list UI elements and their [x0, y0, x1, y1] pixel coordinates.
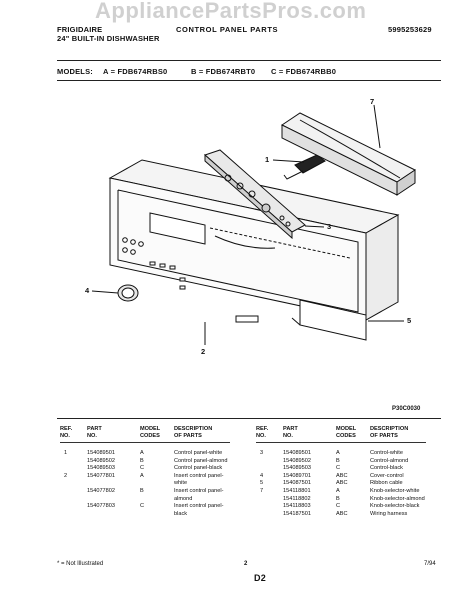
left-table-cell-desc: Insert control panel-: [174, 503, 224, 510]
left-table-cell-part: 154089502: [87, 457, 115, 464]
right-table-cell-desc: Control-black: [370, 465, 403, 472]
callout-5: 1: [265, 155, 270, 164]
cover-control-drawing: [282, 113, 415, 195]
watermark: AppliancePartsPros.com: [95, 0, 367, 23]
page-code: D2: [254, 573, 266, 583]
model-b: B = FDB674RBT0: [191, 67, 256, 76]
right-table-cell-code: ABC: [336, 510, 348, 517]
product-label: 24" BUILT-IN DISHWASHER: [57, 34, 160, 43]
left-table-cell-desc: almond: [174, 495, 193, 502]
model-a: A = FDB674RBS0: [103, 67, 168, 76]
doc-number: 5995253629: [388, 25, 432, 34]
right-table-header-codes: MODEL CODES: [336, 426, 357, 439]
right-table-cell-part: 154089503: [283, 465, 311, 472]
right-table-cell-desc: Wiring harness: [370, 510, 408, 517]
right-table-cell-part: 154089502: [283, 457, 311, 464]
right-table-cell-part: 154118801: [283, 488, 311, 494]
left-table-cell-code: A: [140, 472, 144, 479]
left-table-cell-code: C: [140, 465, 145, 472]
left-table-cell-desc: white: [174, 480, 188, 487]
right-table-cell-desc: Knob-selector-almond: [370, 495, 425, 502]
left-table-cell-code: B: [140, 488, 144, 494]
section-title: CONTROL PANEL PARTS: [176, 25, 279, 34]
left-table-header-underline: [60, 442, 230, 443]
right-table-cell-desc: Control-almond: [370, 457, 409, 464]
models-label: MODELS:: [57, 67, 93, 76]
left-table-cell-part: 154077801: [87, 472, 115, 479]
figure-code: P30C0030: [392, 406, 421, 412]
right-table-cell-part: 154118803: [283, 503, 311, 510]
right-table-cell-ref: 7: [260, 488, 264, 494]
leader-7: [92, 291, 118, 293]
right-table-cell-desc: Cover-control: [370, 472, 404, 479]
callout-2: 2: [201, 347, 206, 356]
left-table-cell-desc: Control panel-white: [174, 450, 223, 456]
left-table-cell-part: 154077802: [87, 488, 115, 494]
left-table-cell-desc: Control panel-black: [174, 465, 223, 472]
right-table-cell-desc: Ribbon cable: [370, 480, 403, 487]
right-table-cell-part: 154187501: [283, 510, 311, 517]
selector-knob-drawing: [118, 285, 138, 301]
left-table-cell-code: C: [140, 503, 145, 510]
left-table-header-part: PART NO.: [87, 426, 102, 439]
left-table-header-ref: REF. NO.: [60, 426, 73, 439]
left-table-cell-part: 154089501: [87, 450, 115, 456]
right-table-cell-code: C: [336, 465, 341, 472]
left-table-header-desc: DESCRIPTION OF PARTS: [174, 426, 213, 439]
right-table-cell-code: ABC: [336, 480, 348, 487]
left-table-header-codes: MODEL CODES: [140, 426, 161, 439]
callout-7: 4: [85, 286, 90, 295]
right-table-cell-ref: 5: [260, 480, 264, 487]
right-table-cell-part: 154087501: [283, 480, 311, 487]
right-table-header-desc: DESCRIPTION OF PARTS: [370, 426, 409, 439]
footnote: * = Not Illustrated: [57, 561, 104, 567]
callout-3: 3: [327, 222, 332, 231]
right-table-cell-desc: Knob-selector-white: [370, 488, 420, 494]
left-table-cell-desc: Insert control panel-: [174, 488, 224, 494]
left-table-cell-desc: black: [174, 510, 188, 517]
left-table-cell-part: 154089503: [87, 465, 115, 472]
right-table-cell-desc: Knob-selector-black: [370, 503, 420, 510]
right-table-cell-code: B: [336, 457, 340, 464]
left-table-cell-code: B: [140, 457, 144, 464]
right-table-cell-code: ABC: [336, 472, 348, 479]
left-table-cell-desc: Insert control panel-: [174, 472, 224, 479]
left-table-cell-ref: 2: [64, 472, 68, 479]
table-rule: [57, 418, 441, 419]
leader-4: [374, 105, 380, 148]
left-table-cell-code: A: [140, 450, 144, 456]
right-table-cell-code: A: [336, 488, 340, 494]
right-table-cell-ref: 3: [260, 450, 264, 456]
right-table-cell-ref: 4: [260, 472, 264, 479]
page-number: 2: [244, 561, 248, 567]
left-table-cell-desc: Control panel-almond: [174, 457, 228, 464]
right-table-cell-code: C: [336, 503, 341, 510]
date-label: 7/94: [424, 561, 436, 567]
right-table-header-part: PART NO.: [283, 426, 298, 439]
callout-1: 5: [407, 316, 412, 325]
ribbon-cable-drawing: [284, 155, 325, 179]
right-table-cell-part: 154118802: [283, 495, 311, 502]
right-table-cell-part: 154089701: [283, 472, 311, 479]
right-table-header-underline: [256, 442, 426, 443]
leader-5: [273, 160, 304, 162]
callout-4: 7: [370, 97, 375, 106]
model-c: C = FDB674RBB0: [271, 67, 337, 76]
right-table-cell-part: 154089501: [283, 450, 311, 456]
right-table-cell-desc: Control-white: [370, 450, 403, 456]
right-table-header-ref: REF. NO.: [256, 426, 269, 439]
left-table-cell-part: 154077803: [87, 503, 115, 510]
left-table-cell-ref: 1: [64, 450, 68, 456]
right-table-cell-code: B: [336, 495, 340, 502]
right-table-cell-code: A: [336, 450, 340, 456]
brand-label: FRIGIDAIRE: [57, 25, 103, 34]
